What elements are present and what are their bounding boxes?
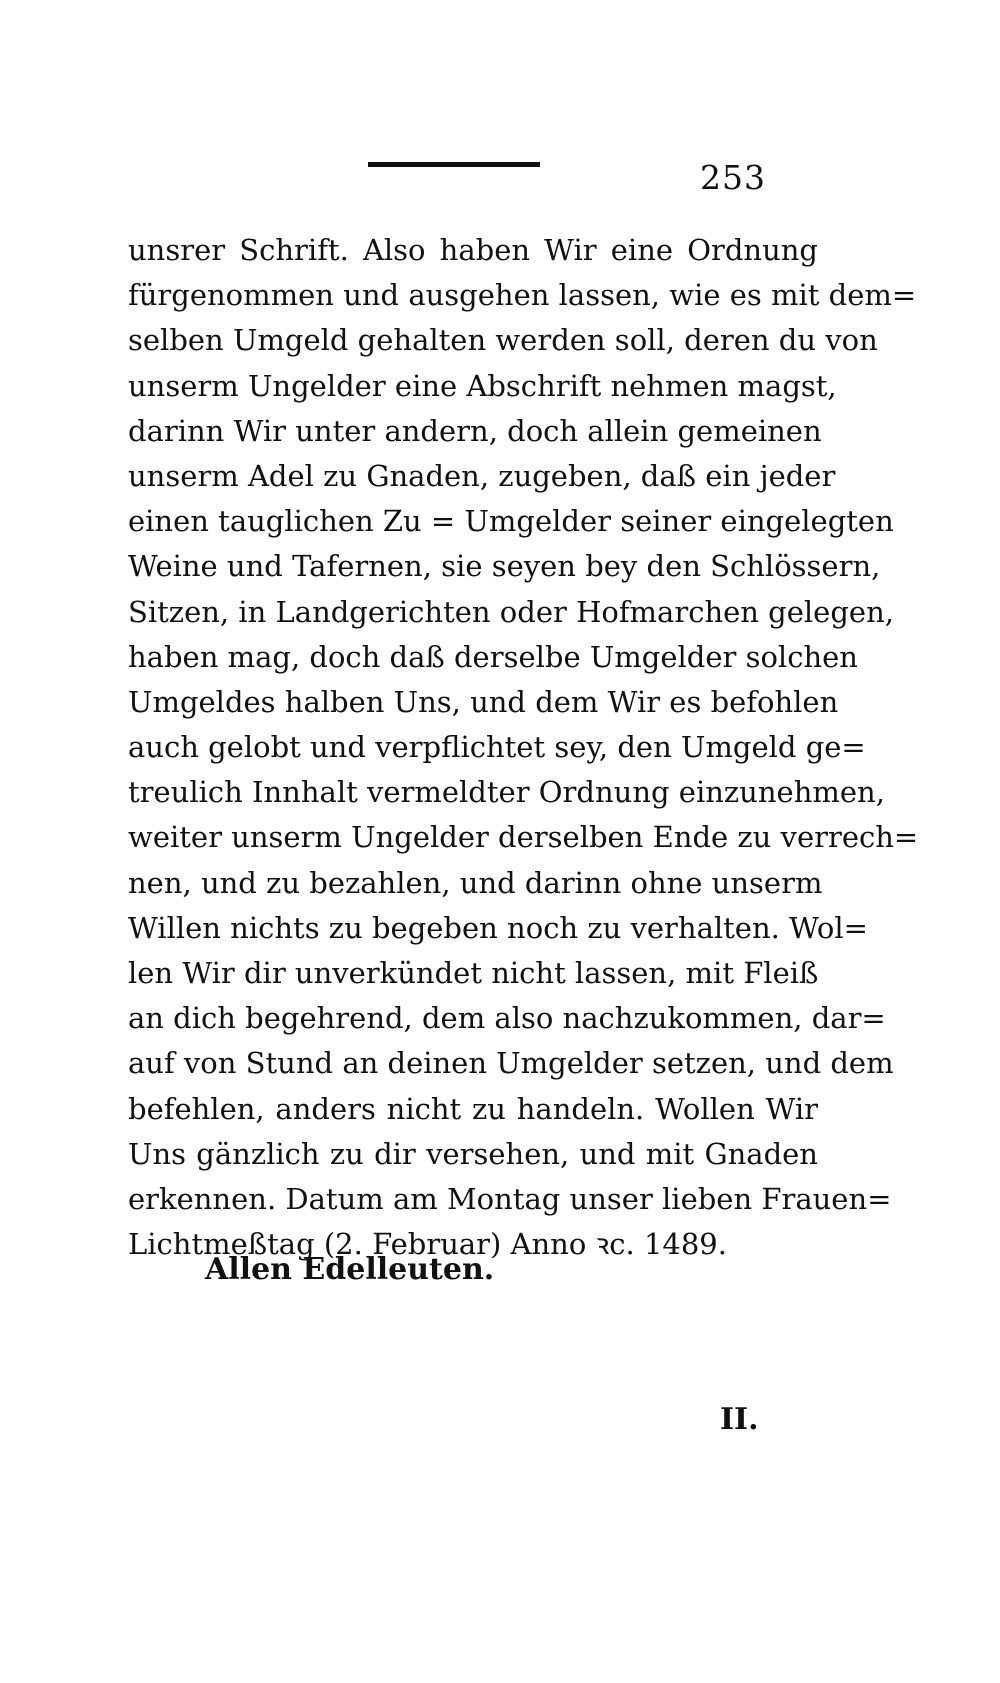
text-line: haben mag, doch daß derselbe Umgelder solchen <box>128 639 858 674</box>
addressee: Allen Edelleuten. <box>205 1252 495 1287</box>
text-line: darinn Wir unter andern, doch allein gemeinen <box>128 413 822 448</box>
text-line: einen tauglichen Zu = Umgelder seiner eingelegten <box>128 504 894 539</box>
text-line: Uns gänzlich zu dir versehen, und mit Gnaden <box>128 1136 818 1171</box>
text-line: unserm Ungelder eine Abschrift nehmen magst, <box>128 368 837 403</box>
text-line: Weine und Tafernen, sie seyen bey den Schlössern, <box>128 549 881 584</box>
text-line: Willen nichts zu begeben noch zu verhalten. Wol= <box>128 910 868 945</box>
text-line: fürgenommen und ausgehen lassen, wie es mit dem= <box>128 278 917 313</box>
text-line: Umgeldes halben Uns, und dem Wir es befohlen <box>128 684 839 719</box>
text-line: Sitzen, in Landgerichten oder Hofmarchen gelegen, <box>128 594 894 629</box>
text-line: an dich begehrend, dem also nachzukommen, dar= <box>128 1001 886 1036</box>
text-line: unserm Adel zu Gnaden, zugeben, daß ein jeder <box>128 458 836 493</box>
text-line: treulich Innhalt vermeldter Ordnung einzunehmen, <box>128 775 885 810</box>
page-number: 253 <box>700 158 766 197</box>
header-rule <box>368 162 540 167</box>
text-line: erkennen. Datum am Montag unser lieben Frauen= <box>128 1181 892 1216</box>
text-line: nen, und zu bezahlen, und darinn ohne unserm <box>128 865 823 900</box>
text-line: unsrer Schrift. Also haben Wir eine Ordnung <box>128 233 818 267</box>
text-line: weiter unserm Ungelder derselben Ende zu verrech= <box>128 820 919 855</box>
catchword: II. <box>720 1402 759 1437</box>
text-line: Lichtmeßtag (2. Februar) Anno ꝛc. 1489. <box>128 1227 727 1262</box>
body-text <box>128 228 919 1267</box>
text-line: selben Umgeld gehalten werden soll, deren du von <box>128 323 878 358</box>
text-line: befehlen, anders nicht zu handeln. Wollen Wir <box>128 1091 818 1126</box>
text-line: auch gelobt und verpflichtet sey, den Umgeld ge= <box>128 730 866 765</box>
text-line: auf von Stund an deinen Umgelder setzen, und dem <box>128 1046 894 1081</box>
text-line: len Wir dir unverkündet nicht lassen, mit Fleiß <box>128 956 819 990</box>
